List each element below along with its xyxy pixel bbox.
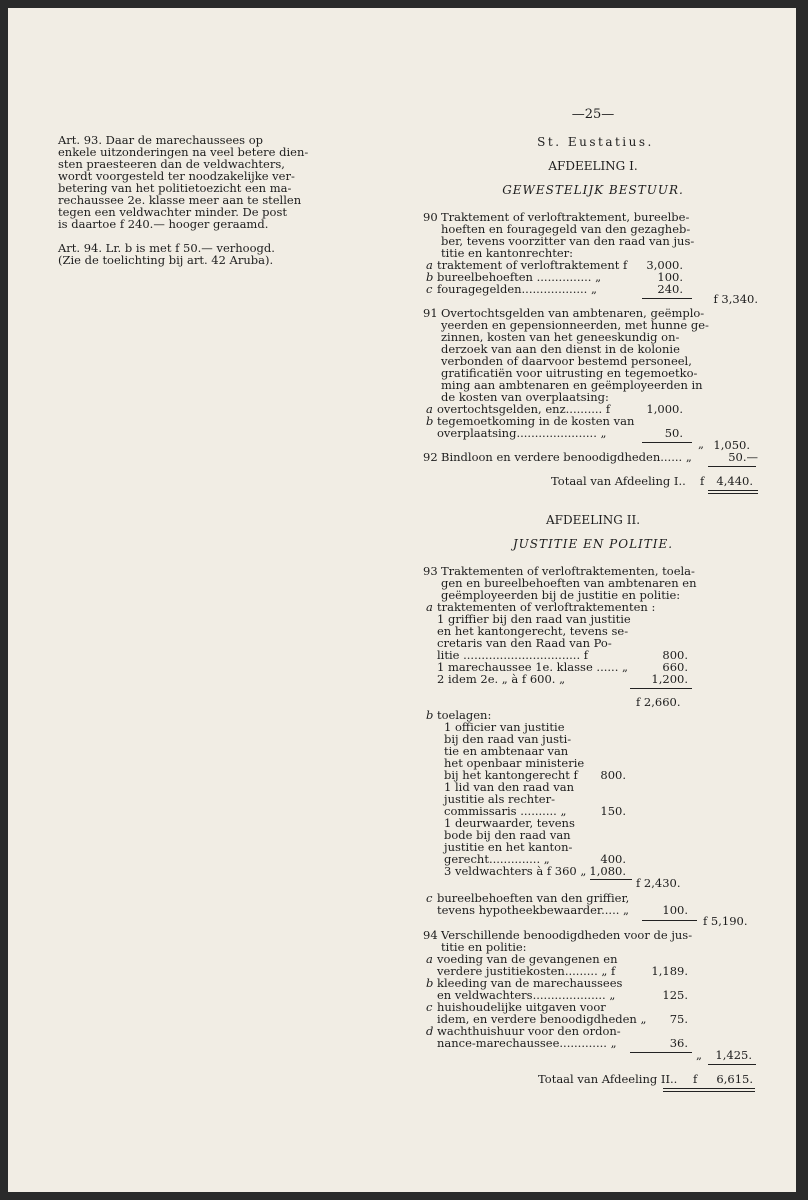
item-letter: c: [426, 1000, 433, 1014]
item-line: commissaris .......... „: [444, 804, 567, 818]
item-value: 800.: [600, 768, 626, 782]
article-total: f 5,190.: [703, 914, 748, 928]
note-line: tegen een veldwachter minder. De post: [58, 205, 287, 219]
sum-rule: [708, 466, 756, 467]
article-total: f 3,340.: [713, 292, 758, 306]
item-value: 100.: [657, 270, 683, 284]
item-value: 50.: [664, 426, 683, 440]
item-line: 1 officier van justitie: [444, 720, 565, 734]
total-rule: [663, 1088, 755, 1089]
article-total: 1,425.: [715, 1048, 752, 1062]
ditto-mark: „: [696, 1048, 702, 1062]
item-letter: b: [426, 270, 434, 284]
item-letter: c: [426, 282, 433, 296]
sum-rule: [642, 298, 692, 299]
item-value: 75.: [669, 1012, 688, 1026]
item-line: cretaris van den Raad van Po-: [437, 636, 612, 650]
item-value: 1,000.: [646, 402, 683, 416]
article-number: 94: [423, 928, 438, 942]
sum-rule: [708, 1064, 756, 1065]
item-line: litie ................................ f: [437, 648, 589, 662]
article-text: Overtochtsgelden van ambtenaren, geëmplo-: [441, 306, 705, 320]
item-value: 36.: [669, 1036, 688, 1050]
item-line: nance-marechaussee............. „: [437, 1036, 617, 1050]
article-text: ming aan ambtenaren en geëmployeerden in: [441, 378, 703, 392]
item-line: 3 veldwachters à f 360 „: [444, 864, 587, 878]
item-value: 240.: [657, 282, 683, 296]
total-rule: [663, 1091, 755, 1092]
total-label: Totaal van Afdeeling I..: [551, 474, 686, 488]
item-line: 2 idem 2e. „ à f 600. „: [437, 672, 566, 686]
article-text: Bindloon en verdere benoodigdheden...... „: [441, 450, 692, 464]
afdeeling-1-title: AFDEELING I.: [548, 159, 638, 173]
item-label: bureelbehoeften ............... „: [437, 270, 602, 284]
afdeeling-2-subtitle: JUSTITIE EN POLITIE.: [512, 537, 674, 551]
item-line: 1 griffier bij den raad van justitie: [437, 612, 631, 626]
article-text: geëmployeerden bij de justitie en politie:: [441, 588, 681, 602]
item-letter: b: [426, 976, 434, 990]
note-line: sten praesteeren dan de veldwachters,: [58, 157, 285, 171]
item-label: overtochtsgelden, enz.......... f: [437, 402, 611, 416]
item-value: 125.: [662, 988, 688, 1002]
item-line: wachthuishuur voor den ordon-: [437, 1024, 621, 1038]
item-line: 1 lid van den raad van: [444, 780, 574, 794]
item-line: kleeding van de marechaussees: [437, 976, 623, 990]
article-text: Traktement of verloftraktement, bureelbe-: [441, 210, 690, 224]
item-line: huishoudelijke uitgaven voor: [437, 1000, 606, 1014]
item-header: traktementen of verloftraktementen :: [437, 600, 656, 614]
item-value: 660.: [662, 660, 688, 674]
total-value: 6,615.: [716, 1072, 753, 1086]
article-text: gratificatiën voor uitrusting en tegemoetko-: [441, 366, 698, 380]
ditto-mark: „: [698, 437, 704, 451]
page-number: —25—: [571, 107, 615, 122]
article-text: titie en politie:: [441, 940, 527, 954]
article-number: 92: [423, 450, 438, 464]
item-value: 3,000.: [646, 258, 683, 272]
total-currency: f: [693, 1072, 698, 1086]
total-value: 4,440.: [716, 474, 753, 488]
item-line: voeding van de gevangenen en: [437, 952, 618, 966]
item-label: tegemoetkoming in de kosten van: [437, 414, 635, 428]
item-line: 1 marechaussee 1e. klasse ...... „: [437, 660, 628, 674]
subtotal: f 2,430.: [636, 876, 681, 890]
article-total: 50.—: [728, 450, 758, 464]
subtotal: f 2,660.: [636, 695, 681, 709]
item-letter: a: [426, 258, 433, 272]
sum-rule: [630, 688, 692, 689]
article-text: hoeften en fouragegeld van den gezagheb-: [441, 222, 691, 236]
item-label: fouragegelden.................. „: [437, 282, 597, 296]
item-line: justitie en het kanton-: [444, 840, 573, 854]
article-number: 93: [423, 564, 438, 578]
sum-rule: [642, 920, 697, 921]
article-text: zinnen, kosten van het geneeskundig on-: [441, 330, 680, 344]
article-text: derzoek van aan den dienst in de kolonie: [441, 342, 680, 356]
item-line: bij het kantongerecht f: [444, 768, 578, 782]
item-line: en veldwachters.................... „: [437, 988, 616, 1002]
item-value: 1,080.: [589, 864, 626, 878]
item-value: 1,189.: [651, 964, 688, 978]
article-text: titie en kantonrechter:: [441, 246, 574, 260]
note-line: is daartoe f 240.— hooger geraamd.: [58, 217, 269, 231]
item-line: het openbaar ministerie: [444, 756, 585, 770]
item-line: verdere justitiekosten......... „ f: [437, 964, 616, 978]
item-value: 400.: [600, 852, 626, 866]
item-value: 800.: [662, 648, 688, 662]
note-line: betering van het politietoezicht een ma-: [58, 181, 292, 195]
afdeeling-1-subtitle: GEWESTELIJK BESTUUR.: [502, 183, 684, 197]
total-label: Totaal van Afdeeling II..: [538, 1072, 678, 1086]
note-line: Art. 94. Lr. b is met f 50.— verhoogd.: [58, 241, 275, 255]
item-letter: a: [426, 600, 433, 614]
item-label: overplaatsing...................... „: [437, 426, 607, 440]
item-letter: b: [426, 414, 434, 428]
item-value: 100.: [662, 903, 688, 917]
article-total: 1,050.: [713, 438, 750, 452]
article-text: verbonden of daarvoor bestemd personeel,: [441, 354, 692, 368]
item-letter: b: [426, 708, 434, 722]
item-line: tie en ambtenaar van: [444, 744, 569, 758]
article-text: Traktementen of verloftraktementen, toela-: [441, 564, 695, 578]
article-text: de kosten van overplaatsing:: [441, 390, 609, 404]
island-heading: St. Eustatius.: [537, 135, 654, 149]
note-line: Art. 93. Daar de marechaussees op: [58, 133, 264, 147]
afdeeling-2-title: AFDEELING II.: [545, 513, 641, 527]
item-line: en het kantongerecht, tevens se-: [437, 624, 629, 638]
item-line: 1 deurwaarder, tevens: [444, 816, 575, 830]
item-header: toelagen:: [437, 708, 492, 722]
item-letter: a: [426, 952, 433, 966]
document-page: [8, 8, 796, 1192]
article-text: yeerden en gepensionneerden, met hunne ge-: [441, 318, 709, 332]
article-text: gen en bureelbehoeften van ambtenaren en: [441, 576, 697, 590]
item-line: gerecht.............. „: [444, 852, 550, 866]
note-line: rechaussee 2e. klasse meer aan te stellen: [58, 193, 302, 207]
sum-rule: [642, 442, 692, 443]
item-value: 1,200.: [651, 672, 688, 686]
total-rule: [708, 490, 758, 491]
item-line: bode bij den raad van: [444, 828, 571, 842]
total-rule: [708, 493, 758, 494]
article-number: 91: [423, 306, 438, 320]
sum-rule: [630, 1052, 692, 1053]
item-letter: c: [426, 891, 433, 905]
article-number: 90: [423, 210, 438, 224]
item-line: bureelbehoeften van den griffier,: [437, 891, 630, 905]
item-line: bij den raad van justi-: [444, 732, 572, 746]
item-line: justitie als rechter-: [444, 792, 555, 806]
item-label: traktement of verloftraktement f: [437, 258, 628, 272]
note-line: (Zie de toelichting bij art. 42 Aruba).: [58, 253, 274, 267]
article-text: ber, tevens voorzitter van den raad van jus-: [441, 234, 695, 248]
item-letter: a: [426, 402, 433, 416]
note-line: wordt voorgesteld ter noodzakelijke ver-: [58, 169, 295, 183]
note-line: enkele uitzonderingen na veel betere dien-: [58, 145, 309, 159]
total-currency: f: [700, 474, 705, 488]
sum-rule: [590, 879, 632, 880]
item-line: tevens hypotheekbewaarder..... „: [437, 903, 630, 917]
item-line: idem, en verdere benoodigdheden „: [437, 1012, 647, 1026]
article-text: Verschillende benoodigdheden voor de jus-: [441, 928, 693, 942]
item-letter: d: [426, 1024, 434, 1038]
item-value: 150.: [600, 804, 626, 818]
